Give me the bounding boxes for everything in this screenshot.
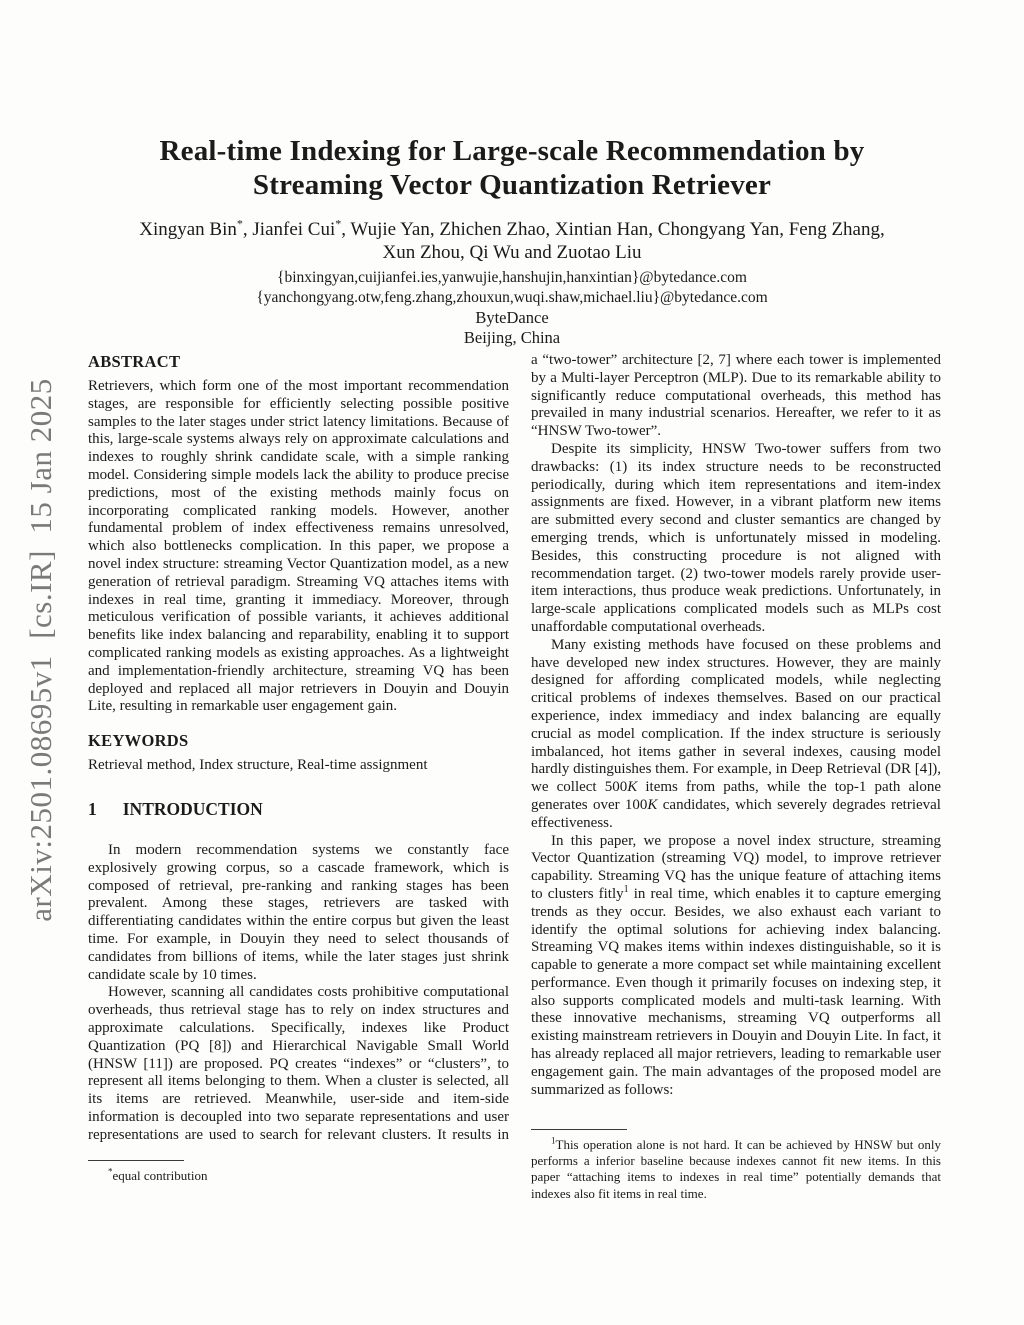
affiliation-location: Beijing, China: [463, 328, 561, 347]
section-number: 1: [88, 798, 97, 819]
author-segment: Xingyan Bin: [139, 219, 237, 240]
footnote-reference-mark: 1: [623, 883, 629, 895]
left-column: [88, 352, 509, 1144]
author-segment: , Jianfei Cui: [242, 219, 336, 240]
section-title: INTRODUCTION: [122, 798, 263, 819]
section-heading-introduction: [88, 798, 509, 820]
paragraph-segment: Many existing methods have focused on these problems and have developed new index structures. However, they are mainly designed for affording complicated models, while neglecting critical problems of indexes themselves. Based on our practical experience, index immediacy and index balancing are equally crucial as model complication. If the index structure is seriously imbalanced, hot items gather in several indexes, causing model hardly distinguishes them. For example, in Deep Retrieval (DR [4]), we collect 500: [531, 636, 941, 796]
footnote-right-text: [531, 1137, 941, 1202]
footnote-marker: *: [108, 1166, 113, 1177]
paper-title-line2: Streaming Vector Quantization Retriever: [252, 169, 772, 201]
authors-line2: Xun Zhou, Qi Wu and Zuotao Liu: [382, 242, 642, 263]
author-segment: , Wujie Yan, Zhichen Zhao, Xintian Han, Chongyang Yan, Feng Zhang,: [341, 219, 885, 240]
paper-header: [0, 134, 1024, 348]
right-paragraph-3: [531, 637, 941, 833]
footnote-rule: [88, 1160, 184, 1161]
arxiv-watermark: arXiv:2501.08695v1 [cs.IR] 15 Jan 2025: [23, 378, 58, 922]
right-paragraph-4: [531, 833, 941, 1100]
right-column: [531, 352, 941, 1099]
footnote-marker: 1: [551, 1135, 556, 1146]
right-paragraph-1: a “two-tower” architecture [2, 7] where each tower is implemented by a Multi-layer Perceptron (MLP). Due to its remarkable ability to significantly reduce computational overheads, this method has prevailed in many industrial scenarios. Hereafter, we refer to it as “HNSW Two-tower”.: [531, 352, 941, 440]
author-footnote-mark: *: [236, 216, 243, 231]
intro-paragraph-1: In modern recommendation systems we constantly face explosively growing corpus, so a cascade framework, which is composed of retrieval, pre-ranking and ranking stages has been prevalent. Among these stages, retrievers are tasked with differentiating candidates within the entire corpus but given the least time. For example, in Douyin they need to select thousands of candidates from billions of items, while the later stages just shrink candidate scale by 10 times.: [88, 841, 509, 983]
intro-paragraph-2: However, scanning all candidates costs prohibitive computational overheads, thus retrieval stage has to rely on index structures and approximate calculations. Specifically, indexes like Product Quantization (PQ [8]) and Hierarchical Navigable Small World (HNSW [11]) are proposed. PQ creates “indexes” or “clusters”, to represent all items belonging to them. When a cluster is selected, all its items are retrieved. Meanwhile, user-side and item-side information is decoupled into two separate representations and user representations are used to search for relevant clusters. It results in: [88, 984, 509, 1143]
paragraph-segment: In this paper, we propose a novel index structure, streaming Vector Quantization (streaming VQ) model, to improve retriever capability. Streaming VQ has the unique feature of attaching items to clusters fitly: [531, 832, 941, 902]
math-k: K: [627, 779, 638, 796]
emails-line2: {yanchongyang.otw,feng.zhang,zhouxun,wuqi.shaw,michael.liu}@bytedance.com: [256, 289, 768, 306]
author-footnote-mark: *: [335, 216, 342, 231]
footnote-rule: [531, 1129, 627, 1130]
paragraph-segment: items from paths, while the top-1 path alone generates over 100: [531, 779, 941, 813]
paragraph-segment: candidates, which severely degrades retrieval effectiveness.: [531, 796, 941, 831]
abstract-body: Retrievers, which form one of the most important recommendation stages, are responsible for efficiently selecting possible positive samples to the later stages under strict latency limitations. Because of this, large-scale systems always rely on approximate calculations and indexes to roughly shrink candidate scale, with a simple ranking model. Considering simple models lack the ability to produce precise predictions, most of the existing methods mainly focus on incorporating complicated ranking models. However, another fundamental problem of index effectiveness remains unresolved, which also bottlenecks complication. In this paper, we propose a novel index structure: streaming Vector Quantization model, as a new generation of retrieval paradigm. Streaming VQ attaches items with indexes in real time, granting it immediacy. Moreover, through meticulous verification of possible variants, it achieves additional benefits like index balancing and reparability, enabling it to support complicated ranking models as existing approaches. As a lightweight and implementation-friendly architecture, streaming VQ has been deployed and replaced all major retrievers in Douyin and Douyin Lite, resulting in remarkable user engagement gain.: [88, 378, 509, 715]
keywords-heading: KEYWORDS: [88, 731, 189, 751]
abstract-heading: ABSTRACT: [88, 352, 181, 371]
footnote-left-text: [88, 1168, 509, 1184]
keywords-body: Retrieval method, Index structure, Real-time assignment: [88, 757, 428, 774]
right-paragraph-2: Despite its simplicity, HNSW Two-tower suffers from two drawbacks: (1) its index structure needs to be reconstructed periodically, during which item representations and item-index assignments are fixed. However, in a vibrant platform new items are submitted every second and cluster semantics are changed by emerging trends, which is unfortunately missed in modeling. Besides, this constructing procedure is not aligned with recommendation target. (2) two-tower models rarely provide user-item interactions, thus produce weak predictions. Unfortunately, in large-scale applications complicated models such as MLPs cost unaffordable computational overheads.: [531, 440, 941, 635]
footnote-left: [88, 1160, 509, 1184]
affiliation: ByteDance: [475, 308, 549, 327]
paragraph-segment: in real time, which enables it to capture emerging trends as they occur. Besides, we also exhaust each variant to identify the optimal solutions for achieving index balancing. Streaming VQ makes items within indexes distinguishable, so it is capable to generate a more compact set while maintaining excellent performance. Even though it primarily focuses on indexing step, it also supports complicated models and multi-task learning. With these innovative mechanisms, streaming VQ outperforms all existing mainstream retrievers in Douyin and Douyin Lite. In fact, it has already replaced all major retrievers, leading to remarkable user engagement gain. The main advantages of the proposed model are summarized as follows:: [531, 885, 941, 1098]
authors-line1: [0, 218, 1024, 241]
emails-line1: {binxingyan,cuijianfei.ies,yanwujie,hanshujin,hanxintian}@bytedance.com: [277, 269, 747, 286]
math-k: K: [647, 796, 658, 813]
footnote-body: This operation alone is not hard. It can be achieved by HNSW but only performs a inferior baseline because indexes cannot fit new items. In this paper “attaching items to indexes in real time” potentially demands that indexes also fit items in real time.: [531, 1137, 941, 1201]
footnote-body: equal contribution: [112, 1168, 208, 1183]
footnote-right: [531, 1129, 941, 1202]
paper-title-line1: Real-time Indexing for Large-scale Recommendation by: [159, 135, 865, 167]
